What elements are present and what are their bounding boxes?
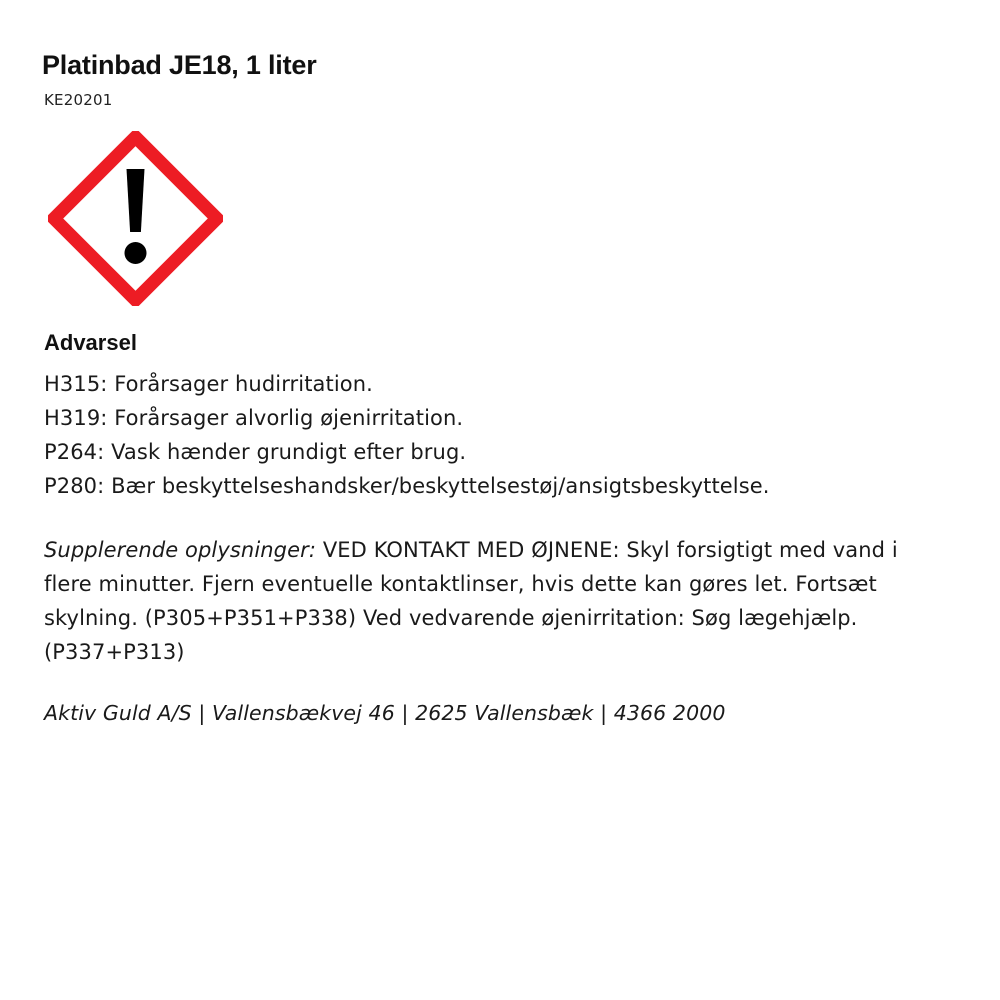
list-item: H319: Forårsager alvorlig øjenirritation.: [44, 406, 464, 431]
list-item: H315: Forårsager hudirritation.: [44, 372, 373, 396]
hazard-statement-list: [42, 368, 958, 503]
product-code: KE20201: [44, 91, 113, 109]
supplementary-information: [44, 533, 949, 669]
page-title: Platinbad JE18, 1 liter: [42, 50, 317, 80]
pictogram-container: [48, 131, 958, 306]
supplementary-text: VED KONTAKT MED ØJNENE: Skyl forsigtigt med vand i flere minutter. Fjern eventuelle kontaktlinser, hvis dette kan gøres let. Fortsæt skylning. (P305+P351+P338) Ved vedvarende øjenirritation: Søg lægehjælp. (P337+P313): [44, 537, 898, 664]
supplementary-label: Supplerende oplysninger:: [44, 537, 317, 562]
signal-word: Advarsel: [44, 330, 137, 355]
list-item: P264: Vask hænder grundigt efter brug.: [44, 440, 467, 465]
company-contact-line: Aktiv Guld A/S | Vallensbækvej 46 | 2625 Vallensbæk | 4366 2000: [44, 700, 726, 725]
list-item: P280: Bær beskyttelseshandsker/beskyttelsestøj/ansigtsbeskyttelse.: [44, 474, 770, 499]
ghs07-exclamation-mark-pictogram: [48, 131, 223, 306]
